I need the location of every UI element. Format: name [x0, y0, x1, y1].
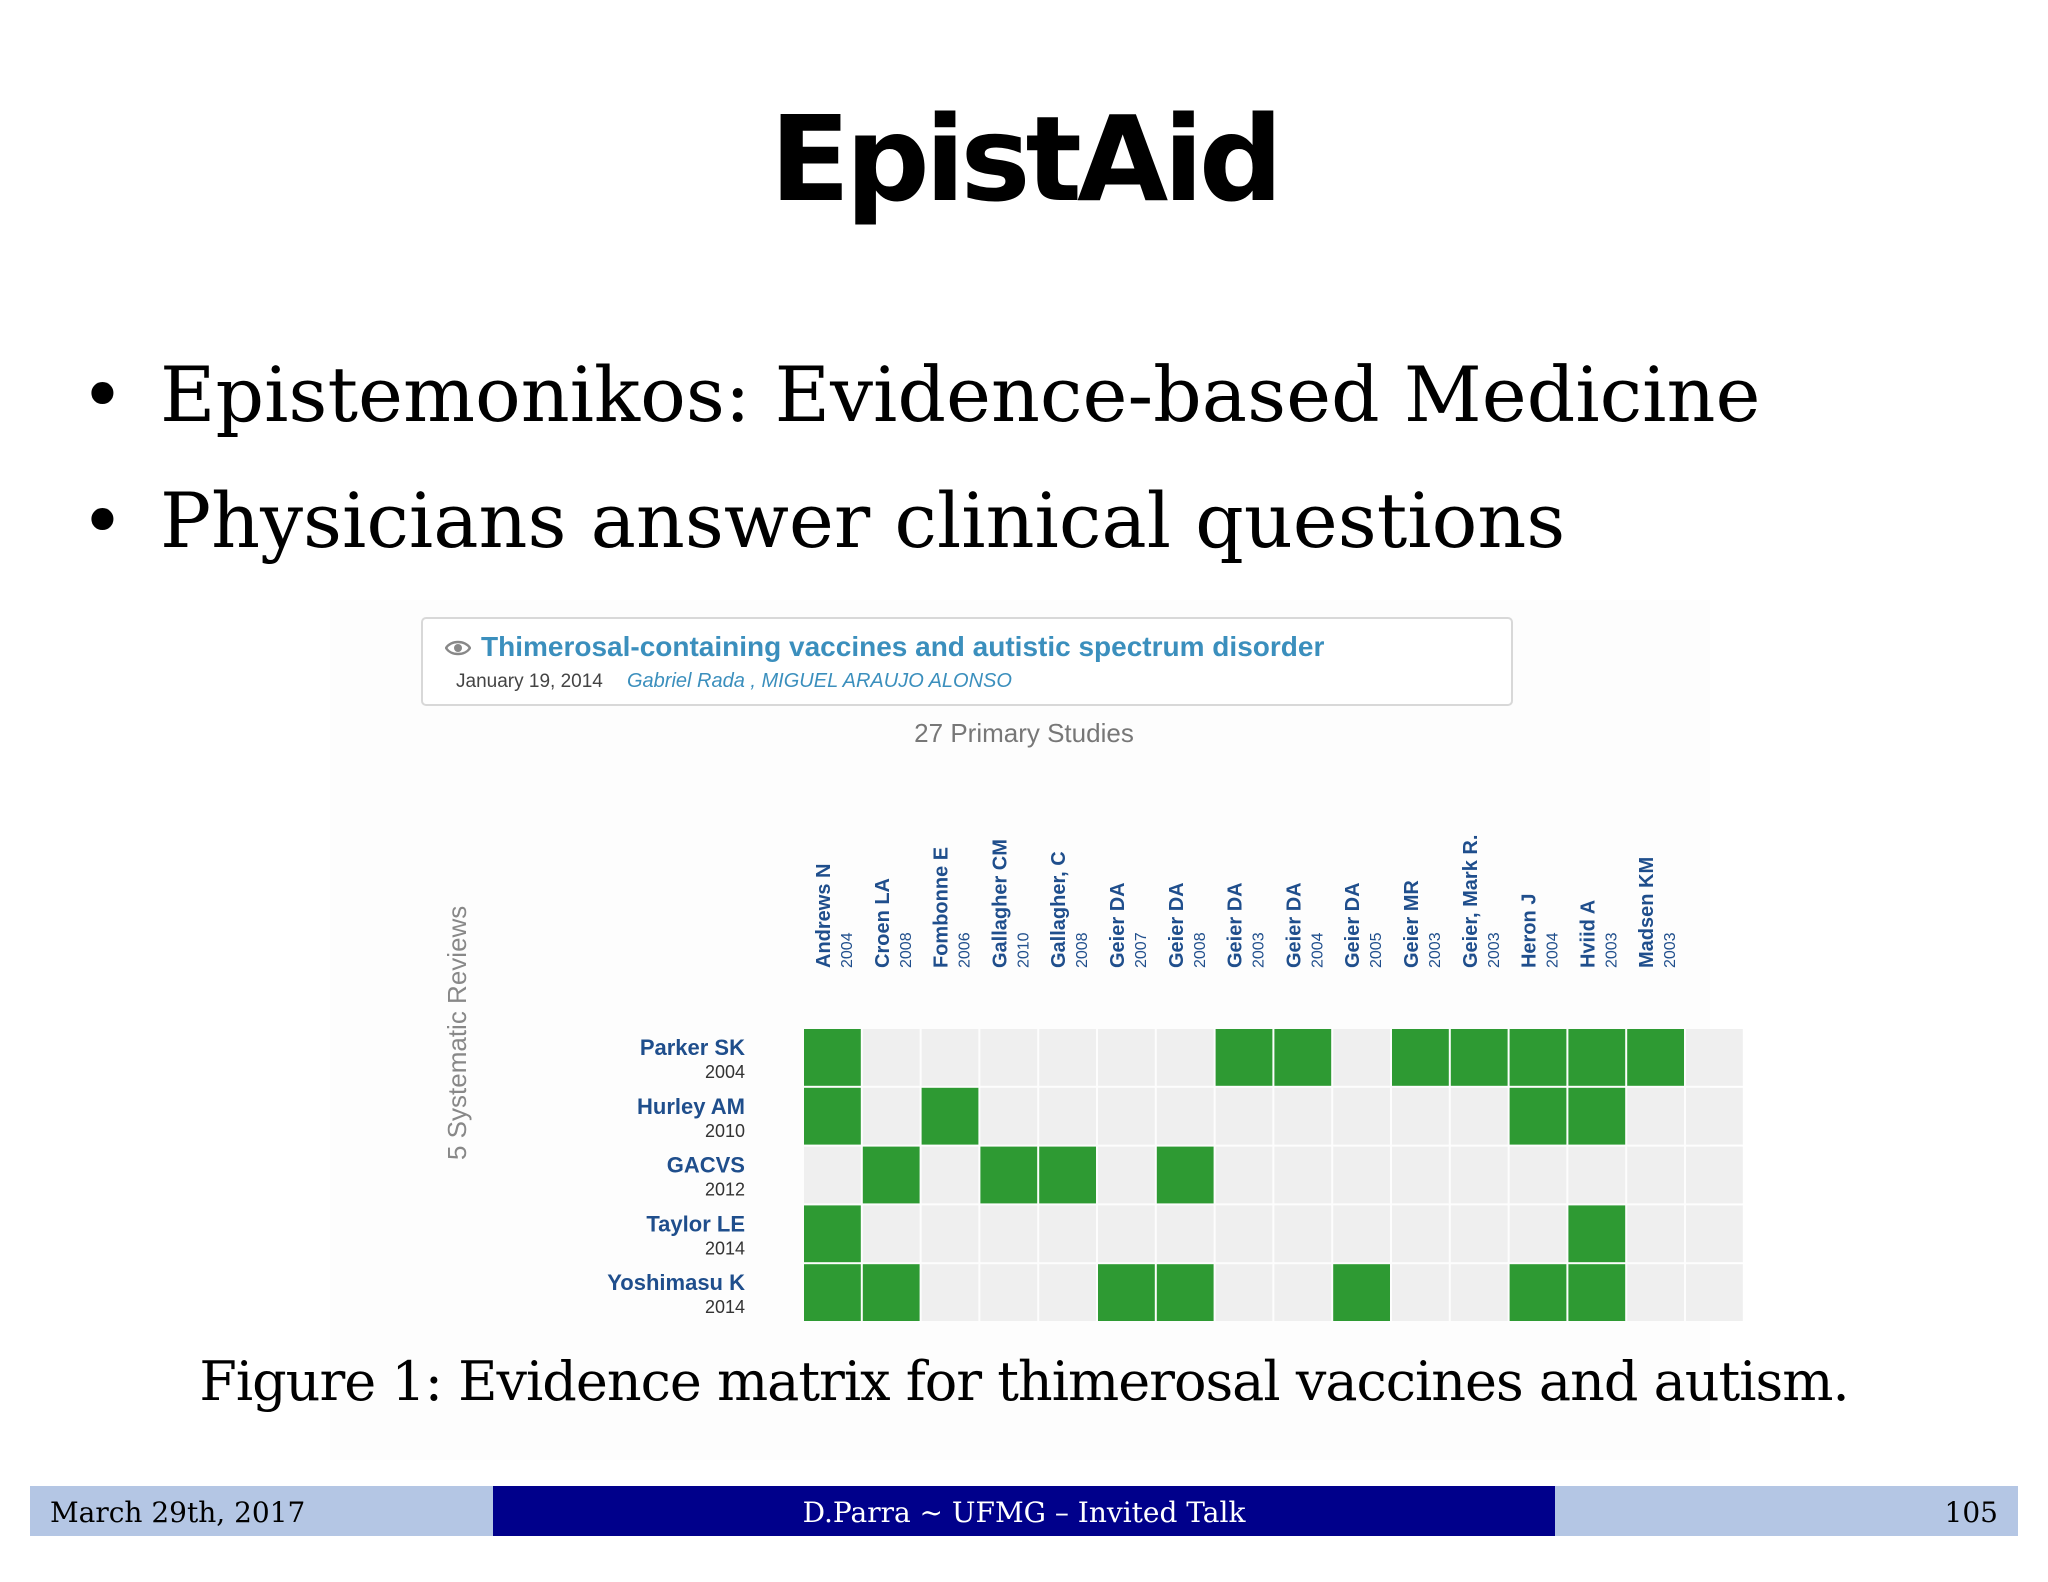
matrix-cell-empty	[1333, 1147, 1390, 1204]
footer-date-box	[30, 1486, 493, 1536]
column-label-year: 2008	[1191, 932, 1209, 968]
column-label-year: 2004	[1309, 932, 1327, 968]
matrix-cell-empty	[1216, 1088, 1273, 1145]
column-label-name: Geier, Mark R.	[1459, 834, 1482, 968]
slide-title: EpistAid	[769, 90, 1279, 228]
bullet-marker: •	[80, 476, 125, 565]
column-label-year: 2003	[1603, 932, 1621, 968]
row-label-name: Yoshimasu K	[607, 1270, 745, 1296]
footer-talk: D.Parra ~ UFMG – Invited Talk	[802, 1496, 1246, 1529]
matrix-cell-included	[1510, 1088, 1567, 1145]
matrix-cell-empty	[1568, 1147, 1625, 1204]
matrix-cell-included	[804, 1029, 861, 1086]
matrix-cell-empty	[863, 1029, 920, 1086]
matrix-cell-empty	[1510, 1147, 1567, 1204]
matrix-cell-empty	[1392, 1147, 1449, 1204]
row-label-name: Hurley AM	[637, 1093, 745, 1119]
document-date: January 19, 2014	[456, 671, 603, 692]
matrix-cell-included	[1392, 1029, 1449, 1086]
column-label-year: 2008	[1074, 932, 1092, 968]
column-label-year: 2003	[1662, 932, 1680, 968]
matrix-cell-empty	[1333, 1088, 1390, 1145]
column-label-year: 2006	[956, 932, 974, 968]
column-label-name: Geier DA	[1224, 882, 1247, 968]
matrix-cell-empty	[1686, 1029, 1743, 1086]
matrix-cell-empty	[1157, 1088, 1214, 1145]
matrix-cell-included	[804, 1205, 861, 1262]
matrix-cell-empty	[1333, 1029, 1390, 1086]
matrix-cell-empty	[1039, 1264, 1096, 1321]
column-label-name: Geier DA	[1342, 882, 1365, 968]
matrix-cell-included	[1039, 1147, 1096, 1204]
matrix-cell-empty	[804, 1147, 861, 1204]
matrix-cell-included	[1568, 1264, 1625, 1321]
matrix-cell-empty	[863, 1088, 920, 1145]
column-label-name: Geier DA	[1283, 882, 1306, 968]
matrix-cell-empty	[1392, 1088, 1449, 1145]
matrix-cell-included	[1157, 1264, 1214, 1321]
matrix-cell-empty	[1039, 1205, 1096, 1262]
matrix-cell-included	[1274, 1029, 1331, 1086]
matrix-cell-empty	[1157, 1029, 1214, 1086]
matrix-cell-empty	[1510, 1205, 1567, 1262]
matrix-cell-empty	[1392, 1205, 1449, 1262]
matrix-cell-empty	[1627, 1147, 1684, 1204]
matrix-cell-empty	[1274, 1205, 1331, 1262]
figure-caption: Figure 1: Evidence matrix for thimerosal vaccines and autism.	[199, 1350, 1849, 1413]
matrix-cell-empty	[1686, 1264, 1743, 1321]
column-label-name: Geier DA	[1165, 882, 1188, 968]
matrix-cell-included	[1157, 1147, 1214, 1204]
matrix-cell-included	[1451, 1029, 1508, 1086]
column-label-name: Croen LA	[871, 878, 894, 968]
footer-page-number: 105	[1944, 1496, 1998, 1529]
column-label-name: Fombonne E	[930, 846, 953, 968]
row-label-name: GACVS	[666, 1152, 745, 1178]
matrix-cell-empty	[863, 1205, 920, 1262]
primary-studies-label: 27 Primary Studies	[914, 718, 1134, 748]
matrix-cell-empty	[1627, 1264, 1684, 1321]
row-label-year: 2014	[704, 1238, 745, 1259]
matrix-cell-empty	[1451, 1088, 1508, 1145]
matrix-cell-empty	[922, 1147, 979, 1204]
footer-page-box	[1555, 1486, 2018, 1536]
document-title-link[interactable]: Thimerosal-containing vaccines and autistic spectrum disorder	[481, 631, 1325, 662]
matrix-cell-empty	[922, 1029, 979, 1086]
matrix-cell-empty	[1627, 1088, 1684, 1145]
matrix-cell-empty	[1333, 1205, 1390, 1262]
matrix-cell-empty	[1686, 1147, 1743, 1204]
matrix-cell-included	[1568, 1029, 1625, 1086]
matrix-cell-empty	[1216, 1147, 1273, 1204]
matrix-cell-included	[980, 1147, 1037, 1204]
column-label-name: Andrews N	[813, 863, 835, 968]
footer-center-box	[493, 1486, 1555, 1536]
matrix-cell-included	[804, 1088, 861, 1145]
column-label-name: Geier MR	[1401, 880, 1423, 968]
matrix-cell-included	[1510, 1029, 1567, 1086]
column-label-name: Gallagher CM	[989, 839, 1012, 968]
matrix-cell-included	[1333, 1264, 1390, 1321]
matrix-cell-included	[804, 1264, 861, 1321]
bullet-text: Epistemonikos: Evidence-based Medicine	[160, 350, 1761, 439]
matrix-cell-empty	[1686, 1088, 1743, 1145]
matrix-cell-empty	[1216, 1264, 1273, 1321]
column-label-year: 2004	[1544, 932, 1562, 968]
matrix-cell-empty	[1098, 1205, 1155, 1262]
matrix-cell-empty	[1392, 1264, 1449, 1321]
column-label-year: 2004	[839, 932, 856, 968]
matrix-cell-empty	[980, 1264, 1037, 1321]
matrix-cell-empty	[1098, 1088, 1155, 1145]
matrix-cell-included	[1510, 1264, 1567, 1321]
matrix-cell-empty	[1686, 1205, 1743, 1262]
column-label-year: 2007	[1133, 932, 1150, 968]
matrix-cell-included	[863, 1147, 920, 1204]
column-label-name: Gallagher, C	[1048, 851, 1071, 968]
matrix-cell-empty	[1039, 1029, 1096, 1086]
footer-date: March 29th, 2017	[50, 1496, 306, 1529]
matrix-cell-empty	[980, 1088, 1037, 1145]
column-label-year: 2003	[1485, 932, 1503, 968]
row-label-name: Parker SK	[639, 1035, 745, 1060]
matrix-cell-included	[922, 1088, 979, 1145]
column-label-year: 2003	[1250, 932, 1268, 968]
matrix-cell-empty	[1274, 1088, 1331, 1145]
column-label-year: 2008	[897, 932, 915, 968]
row-label-name: Taylor LE	[646, 1211, 745, 1237]
matrix-cell-included	[863, 1264, 920, 1321]
matrix-cell-empty	[1451, 1205, 1508, 1262]
matrix-cell-included	[1568, 1088, 1625, 1145]
row-label-year: 2010	[704, 1120, 745, 1141]
matrix-cell-empty	[980, 1029, 1037, 1086]
column-label-year: 2005	[1368, 932, 1386, 968]
column-label-name: Madsen KM	[1636, 856, 1659, 968]
matrix-cell-included	[1627, 1029, 1684, 1086]
matrix-cell-empty	[1274, 1264, 1331, 1321]
slide-footer	[30, 1486, 2018, 1536]
matrix-cell-empty	[1216, 1205, 1273, 1262]
document-authors[interactable]: Gabriel Rada , MIGUEL ARAUJO ALONSO	[627, 670, 1012, 692]
bullet-marker: •	[80, 350, 125, 439]
matrix-cell-empty	[1627, 1205, 1684, 1262]
matrix-cell-empty	[1098, 1029, 1155, 1086]
matrix-cell-empty	[980, 1205, 1037, 1262]
matrix-cell-empty	[1098, 1147, 1155, 1204]
matrix-cell-included	[1568, 1205, 1625, 1262]
row-label-year: 2004	[704, 1062, 745, 1082]
matrix-cell-empty	[1274, 1147, 1331, 1204]
column-label-name: Heron J	[1518, 893, 1541, 968]
row-label-year: 2014	[704, 1297, 745, 1318]
matrix-cell-empty	[1451, 1264, 1508, 1321]
matrix-cell-empty	[922, 1264, 979, 1321]
matrix-cell-empty	[922, 1205, 979, 1262]
matrix-cell-empty	[1039, 1088, 1096, 1145]
matrix-cell-empty	[1451, 1147, 1508, 1204]
row-label-year: 2012	[704, 1179, 745, 1200]
matrix-cell-included	[1216, 1029, 1273, 1086]
column-label-name: Hviid A	[1577, 899, 1600, 968]
column-label-year: 2003	[1427, 932, 1444, 968]
systematic-reviews-label: 5 Systematic Reviews	[442, 905, 472, 1160]
matrix-cell-empty	[1157, 1205, 1214, 1262]
bullet-text: Physicians answer clinical questions	[160, 476, 1566, 565]
matrix-cell-included	[1098, 1264, 1155, 1321]
column-label-name: Geier DA	[1107, 882, 1129, 968]
column-label-year: 2010	[1015, 932, 1033, 968]
